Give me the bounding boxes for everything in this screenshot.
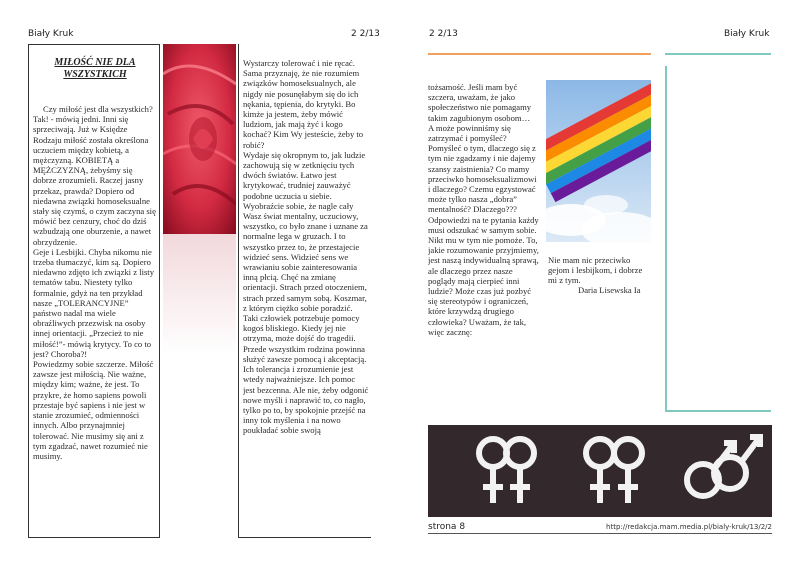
accent-teal-line xyxy=(665,53,771,55)
left-frame-top xyxy=(28,44,160,45)
left-issue-number: 2 2/13 xyxy=(351,29,380,39)
left-frame-bottom xyxy=(28,537,160,538)
author-signature: Daria Lisewska Ia xyxy=(578,285,641,295)
article-title: MIŁOŚĆ NIE DLA WSZYSTKICH xyxy=(54,57,136,80)
left-frame-left xyxy=(28,44,29,538)
gender-symbols-image xyxy=(428,425,772,517)
left-frame-mid xyxy=(159,44,160,538)
closing-statement: Nie mam nic przeciwko gejom i lesbijkom, i dobrze mi z tym. xyxy=(548,255,643,286)
article-column-3: tożsamość. Jeśli mam być szczera, uważam, że jako społeczeństwo nie pomagamy takim zagubionym osobom… A może powinniśmy się zatrzymać i pomyśleć? Pomyśleć o tym, dlaczego się z tym nie zgadzamy i nie dajemy szansy zaistnienia? Co mamy przeciwko homoseksualizmowi i dlaczego? Czemu egzystować może tylko nasza „dobra” mentalność? Dlaczego??? Odpowiedzi na te pytania każdy musi odszukać w samym sobie. Nikt mu w tym nie pomoże. To, jakie rozumowanie przyjmiemy, jest naszą indywidualną sprawą, ale dlaczego przez nasze poglądy mają cierpieć inni ludzie? Może czas już pozbyć się stereotypów i ograniczeń, które krzywdzą drugiego człowieka? Uważam, że tak, więc zacznę: xyxy=(428,82,539,337)
footer-url[interactable]: http://redakcja.mam.media.pl/bialy-kruk/13/2/2 xyxy=(606,523,772,531)
left-magazine-name: Biały Kruk xyxy=(28,29,74,39)
accent-orange-line xyxy=(428,53,651,55)
article-column-1: Czy miłość jest dla wszystkich? Tak! - mówią jedni. Inni się sprzeciwają. Już w Księdze Rodzaju miłość została określona uczuciem między kobietą, a mężczyzną. KOBIETĄ a MĘŻCZYZNĄ, żebyśmy się dobrze zrozumieli. Raczej jasny przekaz, prawda? Dopiero od niedawna związki homoseksualne stały się czymś, o czym zaczyna się mówić bez cenzury, choć do dziś wzbudzają one oburzenie, a nawet obrzydzenie. Geje i Lesbijki. Chyba nikomu nie trzeba tłumaczyć, kim są. Dopiero niedawno zdjęto ich związki z listy tematów tabu. Niestety tylko formalnie, gdyż na ten przykład nasze „TOLERANCYJNE” państwo nadal ma wiele obraźliwych przezwisk na osoby innej orientacji. „Przecież to nie miłość!”- mówią krytycy. To co to jest? Choroba?! Powiedzmy sobie szczerze. Miłość zawsze jest miłością. Nie ważne, między kim; ważne, że jest. To przykre, że homo sapiens powoli przestaje być sapiens i nie jest w stanie zrozumieć, odmienności innych. Albo przynajmniej tolerować. Nie musimy się ani z tym zgadzać, nawet rozumieć nie musimy. xyxy=(33,104,156,461)
accent-teal-vertical xyxy=(665,66,667,411)
article-column-2: Wystarczy tolerować i nie ręcać. Sama przyznaję, że nie rozumiem związków homoseksualnych, ale nigdy nie posunęłabym się do ich nękania, tępienia, do krytyki. Bo kimże ja jestem, żeby mówić ludziom, jak mają żyć i kogo kochać? Kim Wy jesteście, żeby to robić? Wydaje się okropnym to, jak ludzie zachowują się w zetknięciu tych dwóch światów. Łatwo jest krytykować, trudniej zauważyć podobne uczucia u siebie. Wyobraźcie sobie, że nagle cały Wasz świat mentalny, uczuciowy, wszystko, co było znane i uznane za normalne lega w gruzach. I to wszystko przez to, że przestajecie widzieć sens. Widzieć sens we wrawianiu sobie zainteresowania inną płcią. Chęć na zmianę orientacji. Strach przed otoczeniem, strach przed samym sobą. Koszmar, z którym ciężko sobie poradzić. Taki człowiek potrzebuje pomocy kogoś bliskiego. Kiedy jej nie otrzyma, może dojść do tragedii. Przede wszystkim rodzina powinna służyć zawsze pomocą i akceptacją. Ich tolerancja i zrozumienie jest wtedy najważniejsze. Ich pomoc jest bezcenna. Ale nie, żeby odgonić nowe myśli i naprawić to, co nagło, tylko po to, by spokojnie przejść na inny tok myślenia i na nowo poukładać sobie swoją xyxy=(243,58,369,436)
left-frame-bottom2 xyxy=(238,537,371,538)
right-magazine-name: Biały Kruk xyxy=(724,29,770,39)
footer-line xyxy=(428,533,772,534)
page-label: strona xyxy=(428,522,457,532)
rose-image xyxy=(163,44,236,234)
rainbow-flag-image xyxy=(546,80,651,242)
right-issue-number: 2 2/13 xyxy=(429,29,458,39)
page-number: 8 xyxy=(459,522,466,532)
footer-page-number xyxy=(428,522,465,532)
left-frame-col2 xyxy=(238,44,239,538)
rose-fade xyxy=(163,234,236,534)
accent-teal-bottom xyxy=(665,410,771,412)
